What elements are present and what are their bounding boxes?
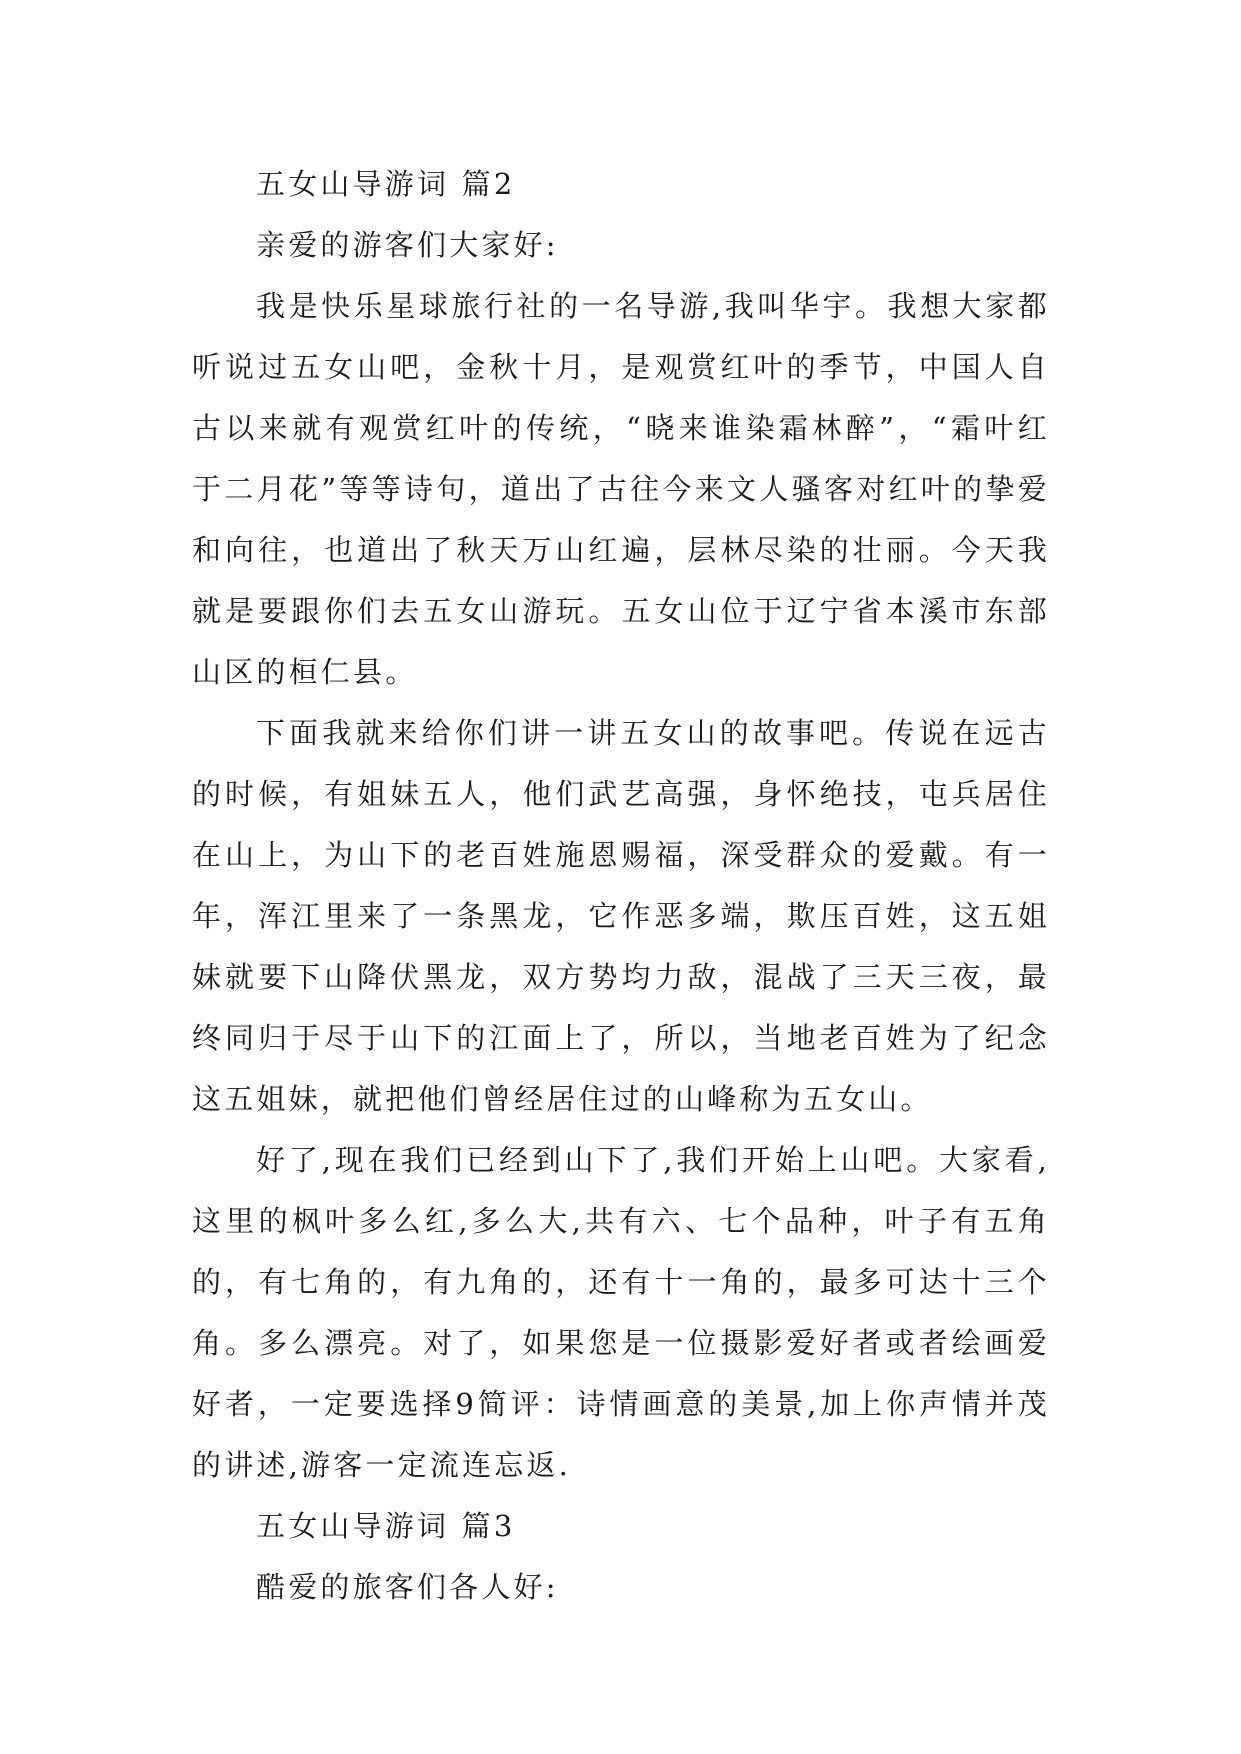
maple-paragraph: 好了,现在我们已经到山下了,我们开始上山吧。大家看,这里的枫叶多么红,多么大,共有六、七个品种，叶子有五角的，有七角的，有九角的，还有十一角的，最多可达十三个角。多么漂亮。对了，如果您是一位摄影爱好者或者绘画爱好者，一定要选择9简评：诗情画意的美景,加上你声情并茂的讲述,游客一定流连忘返. [192, 1143, 1050, 1482]
section-heading-3: 五女山导游词 篇3 [256, 1509, 516, 1543]
intro-paragraph: 我是快乐星球旅行社的一名导游,我叫华宇。我想大家都听说过五女山吧，金秋十月，是观赏红叶的季节，中国人自古以来就有观赏红叶的传统，“晓来谁染霜林醉”，“霜叶红于二月花”等等诗句，道出了古往今来文人骚客对红叶的挚爱和向往，也道出了秋天万山红遍，层林尽染的壮丽。今天我就是要跟你们去五女山游玩。五女山位于辽宁省本溪市东部山区的桓仁县。 [192, 289, 1050, 689]
legend-paragraph: 下面我就来给你们讲一讲五女山的故事吧。传说在远古的时候，有姐妹五人，他们武艺高强，身怀绝技，屯兵居住在山上，为山下的老百姓施恩赐福，深受群众的爱戴。有一年，浑江里来了一条黑龙，它作恶多端，欺压百姓，这五姐妹就要下山降伏黑龙，双方势均力敌，混战了三天三夜，最终同归于尽于山下的江面上了，所以，当地老百姓为了纪念这五姐妹，就把他们曾经居住过的山峰称为五女山。 [192, 716, 1050, 1116]
greeting-paragraph-3: 酷爱的旅客们各人好: [256, 1570, 559, 1604]
document-body [192, 154, 1050, 1618]
section-heading-2: 五女山导游词 篇2 [256, 167, 516, 201]
greeting-paragraph: 亲爱的游客们大家好: [256, 228, 559, 262]
